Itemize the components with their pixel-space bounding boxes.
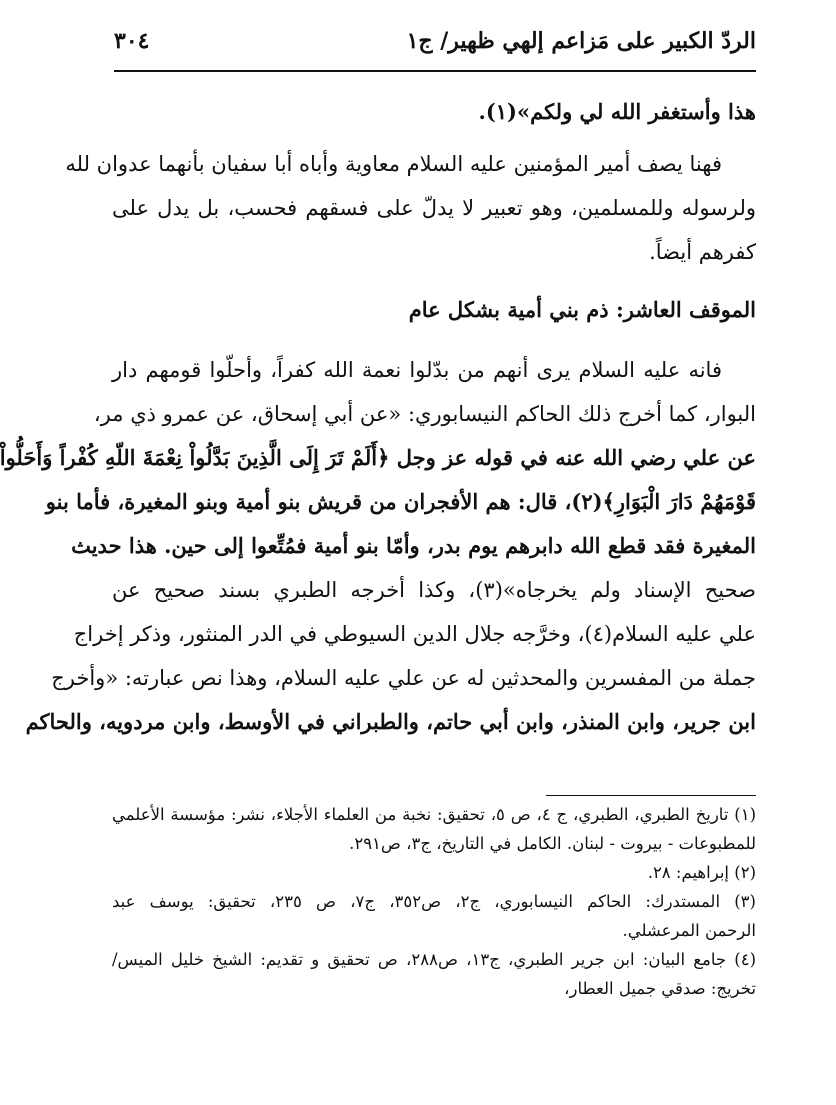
header-divider bbox=[114, 70, 756, 72]
text-line: جملة من المفسرين والمحدثين له عن علي عليه السلام، وهذا نص عبارته: «وأخرج bbox=[51, 666, 756, 690]
footnote-line: (٢) إبراهيم: ٢٨. bbox=[647, 863, 756, 882]
text-line: فانه عليه السلام يرى أنهم من بدّلوا نعمة الله كفراً، وأحلّوا قومهم دار bbox=[112, 358, 722, 382]
page-number: ٣٠٤ bbox=[114, 28, 150, 54]
text-line: كفرهم أيضاً. bbox=[649, 240, 756, 264]
footnote-line: تخريج: صدقي جميل العطار، bbox=[564, 979, 756, 998]
text-line: عن علي رضي الله عنه في قوله عز وجل ﴿أَلَمْ تَرَ إِلَى الَّذِينَ بَدَّلُواْ نِعْمَةَ اللّهِ كُفْراً وَأَحَلُّواْ bbox=[0, 445, 756, 470]
running-title: الردّ الكبير على مَزاعم إلهي ظهير/ ج١ bbox=[406, 28, 756, 54]
text-line: فهنا يصف أمير المؤمنين عليه السلام معاوية وأباه أبا سفيان بأنهما عدوان لله bbox=[65, 152, 722, 176]
text-line: هذا وأستغفر الله لي ولكم»(١). bbox=[478, 99, 756, 124]
footnote-line: (١) تاريخ الطبري، الطبري، ج ٤، ص ٥، تحقيق: نخبة من العلماء الأجلاء، نشر: مؤسسة الأعلمي bbox=[112, 805, 756, 824]
footnote-line: للمطبوعات - بيروت - لبنان. الكامل في التاريخ، ج٣، ص٢٩١. bbox=[349, 834, 756, 853]
footnotes bbox=[112, 800, 756, 1003]
paragraph-gap bbox=[112, 134, 756, 142]
section-heading-title: ذم بني أمية بشكل عام bbox=[408, 297, 609, 322]
section-heading-label: الموقف العاشر: bbox=[615, 297, 756, 322]
text-line: المغيرة فقد قطع الله دابرهم يوم بدر، وأمّا بنو أمية فمُتِّعوا إلى حين. هذا حديث bbox=[71, 533, 756, 558]
footnote-line: (٤) جامع البيان: ابن جرير الطبري، ج١٣، ص٢٨٨، ص تحقيق و تقديم: الشيخ خليل الميس/ bbox=[112, 950, 756, 969]
text-line: صحيح الإسناد ولم يخرجاه»(٣)، وكذا أخرجه الطبري بسند صحيح عن bbox=[112, 578, 757, 602]
page-header bbox=[114, 28, 756, 62]
section-heading bbox=[112, 288, 756, 332]
footnote-line: الرحمن المرعشلي. bbox=[622, 921, 756, 940]
text-line: علي عليه السلام(٤)، وخرَّجه جلال الدين السيوطي في الدر المنثور، وذكر إخراج bbox=[73, 622, 756, 646]
text-line: ولرسوله وللمسلمين، وهو تعبير لا يدلّ على فسقهم فحسب، بل يدل على bbox=[112, 196, 756, 220]
footnote-line: (٣) المستدرك: الحاكم النيسابوري، ج٢، ص٣٥٢، ج٧، ص ٢٣٥، تحقيق: يوسف عبد bbox=[112, 892, 756, 911]
text-line: البوار، كما أخرج ذلك الحاكم النيسابوري: «عن أبي إسحاق، عن عمرو ذي مر، bbox=[93, 402, 756, 426]
text-line: قَوْمَهُمْ دَارَ الْبَوَارِ﴾(٢)، قال: هم الأفجران من قريش بنو أمية وبنو المغيرة، فأما بنو bbox=[45, 489, 756, 514]
footnote-divider bbox=[546, 795, 756, 796]
text-line: ابن جرير، وابن المنذر، وابن أبي حاتم، والطبراني في الأوسط، وابن مردويه، والحاكم bbox=[25, 709, 756, 734]
main-text bbox=[0, 90, 757, 744]
